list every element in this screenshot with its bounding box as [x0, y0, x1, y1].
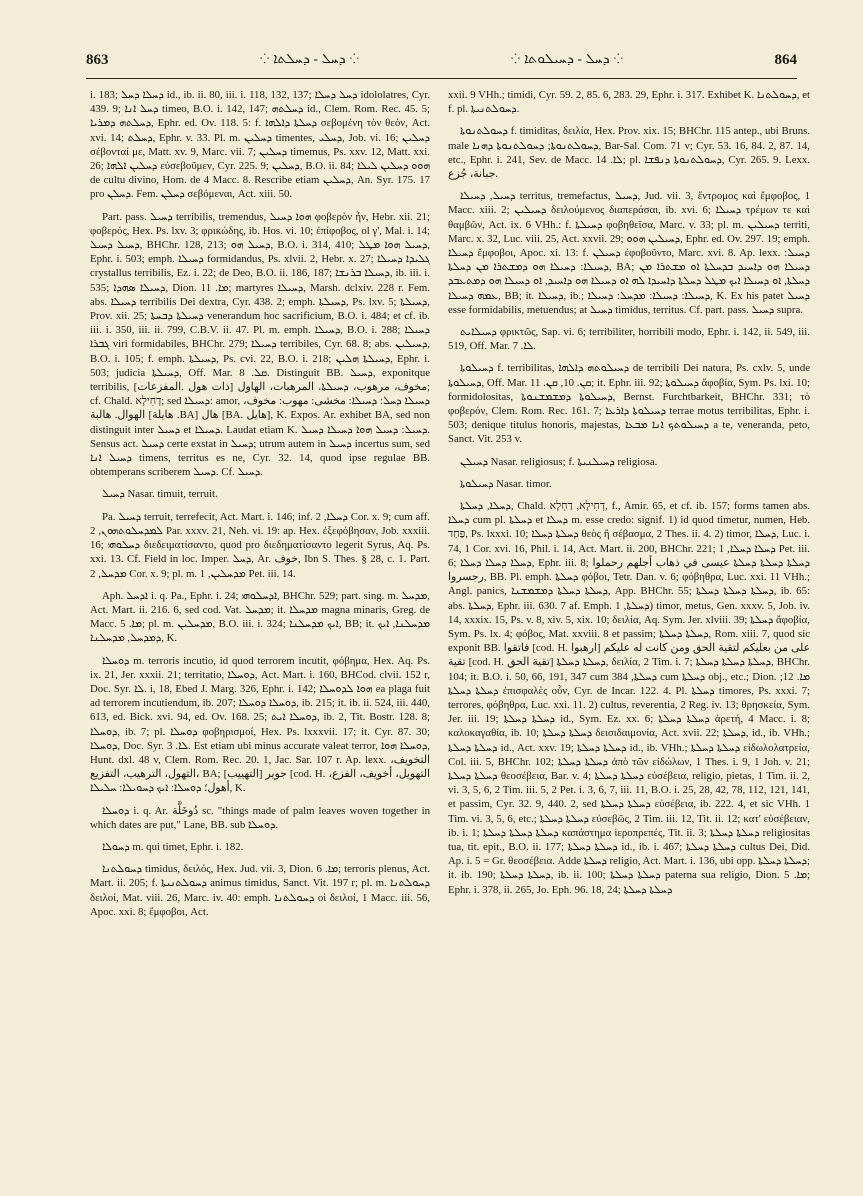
entry-paragraph: Pa. ܕܚܝܠ terruit, terrefecit, Act. Mart. i. 146; inf. ܕܚܠܐ, 2 Cor. x. 9; cum aff. ܠܡܕܚܠܘܬܗܘܢ, 2 Par. xxxv. 21, Neh. vi. 19: ap. Hex. ἐξεφόβησαν, Job. xxxiii. 16; ܕܚܠܘܗܝ διεδειματίσαντο, quod pro διεδηματίσαντο legerit Syrus, Aq. Ps. xxi. 13. Cf. Field in loc. Imper. ܕܚܠ, Ar. خوف, Ibn S. Thes. § 28, c. 1. Part. ܡܕܚܠ, 2 Cor. x. 9; pl. m. ܡܕܚܠܝܢ, 1 Pet. iii. 14.: [90, 510, 430, 580]
entry-paragraph: Part. pass. ܕܚܝܠ terribilis, tremendus, ܗܘܐ ܕܚܝܠ φοβερὸν ἦν, Hebr. xii. 21; φοβερός, Hex. Ps. lxv. 3; φρικώδης, ib. Hos. vi. 10; ἐπίφοβος, ol γ', Mal. i. 14; ܕܚܝܠ ܕܚܝܠ, BHChr. 128, 213; ܕܚܝܠ ܗܘ, B.O. i. 314, 410; ܕܚܝܠ ܗܘܐ ܡܛܠ, Ephr. i. 503; emph. ܕܚܝܠܐ formidandus, Ps. xlvii. 2, Hebr. x. 27; ܓܠܝܕܐ ܕܚܝܠܐ crystallus terribilis, Ez. i. 22; de Deo, B.O. ii. 186, 187; ܕܚܝܠܐ ܒܪܢܫܐ, ib. iii. i. 535; ܕܚܝܠܐ ܣܗܕܐ, Dion. ܡܐ. 11; martyres ܕܚܝܠܐ, Marsh. dclxiv. 228 r. Fem. abs. ܕܚܝܠܐ terribilis Dei dextra, Cyr. 438. 2; emph. ܕܚܝܠܬܐ, Ps. lxv. 5; ܕܚܝܠܬܐ, Prov. xii. 25; ܕܚܝܠܬܐ ܕܒܚܬܐ venerandum hoc sacrificium, B.O. i. 484; et cf. ib. iii. i. 350, iii. ii. 799, C.B.V. ii. 47. Pl. m. emph. ܕܚܝܠܐ, B.O. i. 288; ܕܚܝܠܐ ܓܒܪܐ viri formidabiles, BHChr. 279; ܕܚܝܠܐ terribiles, Cyr. 68. 8; abs. ܕܚܝܠܝܢ, B.O. i. 105; f. emph. ܕܚܝܠܬܐ, Ps. cvi. 22, B.O. i. 218; ܕܚܝܠܬܐ ܗܠܝܢ, Ephr. i. 503; judicia ܕܚܝܠܬܐ, Off. Mar. ܩܠ. 8. Distinguit BB. ܕܚܝܠ, exponitque terribilis, مخوف، مرهوب، ܕܚܝܠܬܐ، المرهبات، الهاول [ذات هول .المفزعات]; cf. Chald. דְחִילָא; sed ܕܚܝܠܐ: amor, ܕܚܝܠܐ ܕܚܠ: ܕܚܝܠܐ: مخشى: مهوب: مخوف، الهوال. هالبة [هايلة .BA] هال [BA. هايل], K. Expos. Ar. exhibet BA, sed non distinguit inter ܕܚܝܠ et ܕܚܝܠܐ. Laudat etiam K. ܕܚܝܠ: ܕܚܝܠ ܗܘܐ ܕܚܝܠܐ ܕܚܝܠ. Sensus act. ܕܚܝܠ certe exstat in ܕܚܝܠ; utrum autem in ܕܚܝܠ incertus sum, sed ܕܚܝܠ ܐܢܐ timens, territus es ne, Cyr. 32. 14, quod ipse regulae BB. obtemperans scriberem ܕܚܝܠ. Cf. ܕܚܝܠ.: [90, 210, 430, 479]
entry-paragraph: ܕܚܝܠܘܬܐ f. terribilitas, ܕܚܝܠܘܬܗ ܕܐܠܗܐ de terribili Dei natura, Ps. cxlv. 5, unde ܕܚܝܠܘܬܐ, Off. Mar. ܩܢ. 10, ܩܢ. 11; it. Ephr. iii. 92; ܕܚܝܠܘܬܐ ἄφοβία, Sym. Ps. lxi. 10; formidolositas, ܕܚܝܠܘܬܐ ܕܡܫܡܫܢܘܬܐ, Bernst. Furchtbarkeit, BHChr. 331; τὸ φοβερόν, Clem. Rom. Rec. 161. 7; ܕܚܝܠܘܬܐ ܕܐܪܥܐ terrae motus terribilitas, Ephr. i. 503; denique titulus honoris, majestas, ܕܚܝܠܘܬܟ ܐܢܐ ܡܒܥܐ a te, veneranda, peto, Sanct. Vit. 253 v.: [448, 362, 810, 446]
left-column: [90, 88, 430, 1156]
entry-paragraph: ܕܚܘܠܬܢܐ timidus, δειλός, Hex. Jud. vii. 3, Dion. ܡܐ. 6; terroris plenus, Act. Mart. ii. 205; f. ܕܚܘܠܬܢܝܬܐ animus timidus, Sanct. Vit. 197 r; pl. m. ܕܚܘܠܬܢܐ δειλοί, Mat. viii. 26, Marc. iv. 40: emph. ܕܚܘܠܬܢܐ οἱ δειλοί, 1 Macc. iii. 56, Apoc. xxi. 8; ἔμφοβοι, Act.: [90, 863, 430, 918]
right-page-number: 864: [774, 51, 797, 68]
entry-paragraph: ܕܚܝܠ, ܕܚܝܠܐ territus, tremefactus, ܕܚܝܠ, Jud. vii. 3, ἔντρομος καὶ ἔμφοβος, 1 Macc. xiii. 2; ܕܚܝܠܝܢ δειλούμενος διαπεράσαι, ib. xvi. 6; ܕܚܝܠܐ τρέμων τε καὶ θαμβῶν, Act. ix. 6 VHh.: f. ܕܚܝܠܬܐ φοβηθεῖσα, Marc. v. 33; pl. m. ܕܚܝܠܝܢ territi, Marc. x. 32, Luc. viii. 25, Act. xxvii. 29; ܕܚܝܠܝܢ ܗܘܘ, Ephr. ed. Ov. 297. 19; emph. ܕܚܝܠܐ ἔμφοβοι, Apoc. xi. 13: f. ܕܚܝܠܢ ἐφοβοῦντο, Marc. xvi. 8. Ap. lexx. ܕܚܝܠ: ܕܚܝܠܐ: ܕܚܝܠܐ ܗܘ ܕܡܫܬܪܐ ܡܢ ܕܚܠܬܐ, BA; ܕܚܝܠܐ ܗܘ ܕܐܚܝܕ ܒܕܚܠܬܐ ܐܘ ܡܫܬܪܐ ܡܢ ܕܚܠܬܐ, ܐܘ ܕܚܝܠܐ ܐܝܟ ܡܛܠ ܕܚܠܬܐ ܕܐܚܝܕܐ ܠܗ ܐܘ ܕܚܝܠܐ ܗܘ ܕܐܚܝܕ, ܐܘ ܕܚܝܠܐ ܗܘ ܕܡܬܥܒܕ ܥܡܗ ܕܚܝܠܐ, BB; it. ܕܚܝܠܐ, ib.; ܕܚܝܠܐ: ܕܚܝܠܐ: ܡܕܚܠ: ܕܚܝܠܐ, K. Ex his patet ܕܚܝܠ esse formidabilis, metuendus; at ܕܚܝܠ timidus, territus. Cf. part. pass. ܕܚܝܠ supra.: [448, 190, 810, 316]
entry-paragraph: ܕܘܚܠܐ m. terroris incutio, id quod terrorem incutit, φόβημα, Hex. Aq. Ps. ix. 21, Jer. xxxii. 21; territatio, ܕܘܚܠܐ, Act. Mart. i. 160, BHCod. clvii. 152 r, Doc. Syr. ܠܐ. i, 18, Ebed J. Marg. 326, Ephr. i. 142; ܗܘܐ ܠܕܘܚܠܐ ea plaga fuit ad terrorem incutiendum, ib. 207; ܕܘܚܠܐ ܕܘܚܠܐ, ib. 215; it. ib. ii. 524, iii. 440, 613, ed. Bick. xvi. 94, ed. Ov. 168. 25; ܕܘܚܠܐ ܐܝܬ, ib. 2, Tit. Bostr. 128. 8; ܕܘܚܠܐ, ib. 7; pl. ܕܘܚܠܐ φοβηρισμοί, Hex. Ps. lxxxvii. 17; it. Cyr. 87. 30; ܕܘܚܠܐ, Doc. Syr. ܠܐ. 3. Est etiam ubi minus accurate valeat terror, ܕܘܚܠܐ ܗܘܐ, Hunt. dxl. 48 v, Clem. Rom. Rec. 20. 1, Jac. Sar. 107 r. Ap. lexx. التخويف، التهول، الترهيب، التفزيع، BA; جوير [التهييب] [cod. H. التهويل، أخويف، الفزع، أهول؛ ܕܘܚܠܐ: ܐܝܟ ܕܚܘܝܠܐ: ܚܠܝܠܐ, K.: [90, 654, 430, 795]
left-running-title: ⁘ ܕܚܠ - ܕܚܠܬܐ ⁘: [259, 52, 360, 67]
entry-paragraph: ܕܚܝܠܐܝܬ φρικτῶς, Sap. vi. 6; terribiliter, horribili modo, Ephr. i. 142, ii. 549, iii. 519, Off. Mar. ܠܐ. 7.: [448, 326, 810, 353]
entry-paragraph: ܕܚܘܠܐ m. qui timet, Ephr. i. 182.: [102, 840, 244, 853]
entry-paragraph: ܕܚܝܠܘܬܐ Nasar. timor.: [460, 477, 552, 490]
entry-paragraph: ܕܚܝܠܢ Nasar. religiosus; f. ܕܚܝܠܢܝܬܐ religiosa.: [460, 455, 658, 468]
left-page-number: 863: [86, 51, 109, 68]
entry-paragraph: ܕܚܘܠܬܢܘܬܐ f. timiditas, δειλία, Hex. Prov. xix. 15; BHChr. 115 antep., ubi Bruns. male ܕܚܘܠܬܢܘܬܐ; ܕܚܘܠܬܢܘܬܐ ܕܗܢܐ, Bar-Sal. Com. 71 v; Cyr. 53. 16, 84. 2, 87. 14, etc., Ephr. i. 241, Sev. de Macc. ܠܐ. 14; pl. ܕܚܘܠܬܢܘܬܐ ܕܢܦܫܐ, Cyr. 265. 9. Lexx. جبانة، جُزع.: [448, 125, 810, 181]
entry-paragraph: xxii. 9 VHh.; timidi, Cyr. 59. 2, 85. 6, 283. 29, Ephr. i. 317. Exhibet K. ܕܚܘܠܬܢܐ, et f. pl. ܕܚܘܠܬܢܝܬܐ.: [448, 89, 810, 116]
entry-paragraph: ܕܘܚܠܐ i. q. Ar. دُوخَلَّة sc. "things made of palm leaves woven together in which dates are put," Lane, BB. sub ܕܘܚܠܐ.: [90, 804, 430, 831]
entry-paragraph: ܕܚܠܐ, ܕܚܠܬܐ, Chald. דְחִילָא, דַחְלָא, f., Amir. 65, et cf. ib. 157; forms tamen abs. ܕܚܠܐ cum pl. ܕܚܠܬܐ et ܕܚܠܐ m. esse credo: signif. 1) id quod timetur, numen, Heb. פַּחַד, Ps. lxxxi. 10; ܕܚܠܬܐ ܕܚܠܐ θεὸς ἢ σέβασμα, 2 Thes. ii. 4. 2) timor, ܕܚܠܐ, Luc. i. 74, 1 Cor. xvi. 16, Phil. i. 14, Act. Mart. ii. 200, BHChr. 221; ܕܚܠܐ ܕܚܠܐ, 1 Pet. iii. 6; ܕܚܠܐ ܕܚܠܐ ܕܚܠܐ, Ephr. iii. 8; ܕܚܠܬܐ ܕܚܠܬܐ ܕܚܠܬܐ عيسى في ذهاب أجلهم رحملوا رجسروا, BB. Pl. emph. ܕܚܠܬܐ φόβοι, Tetr. Dan. v. 6; φόβηθρα, Luc. xxi. 11 VHh.; Angl. panics, ܕܚܠܬܐ ܕܚܠܬܐ ܕܡܫܡܫܢܐ, App. BHChr. 55; ܕܚܠܬܐ ܕܚܠܬܐ ܕܚܠܬܐ, ib. 65: abs. ܕܚܠܬܐ, Ephr. iii. 630. 7 af. Emph. ܕܚܠܬܐ, 1) timor, metus, Gen. xxxv. 5, Job. iv. 14, xxxix. 15, Ps. v. 8, xiv. 5, xix. 10; δειλία, Aq. Sym. Jer. xlviii. 39; ܕܚܠܬܐ ἄφοβία, Sym. Ps. lx. 4; φόβος, Mat. xxviii. 8 et passim; ܕܚܠܬܐ ܕܚܠܬܐ, Rom. xiii. 7, quod sic exponit BB. فاتقوا [cod. H. ارهبوا] على من بعليكم لتقية الحق ومن كانت له عليكم تقية [cod. H. تقية الحق] ܕܚܠܬܐ ܕܚܠܬܐ, δειλία, 2 Tim. i. 7; ܕܚܠܬܐ ܕܚܠܬܐ ܕܚܠܬܐ, BHChr. 104; it. B.O. i. 50, 66, 191, 347 cum ܕܚܠܬܐ, 384 cum ܕܚܠܬܐ obj., etc.; Dion. ܡܐ. 12; ܕܚܠܬܐ ܕܚܠܬܐ ἐπισφαλὲς οὖν, Cyr. de Incar. 122. 4. Pl. ܕܚܠܬܐ timores, Ps. xxxi. 7; terrores, φόβηθρα, Luc. xxi. 11. 2) cultus, reverentia, 2 Reg. iv. 13; θρησκεία, Sym. Jer. iii. 19; ܕܚܠܬܐ ܕܚܠܬܐ id., Sym. Ez. xx. 6; ܕܚܠܬܐ ܕܚܠܬܐ ἀρετή, 4 Macc. i. 8; καλοκαγαθία, ib. 10; ܕܚܠܬܐ ܕܚܠܬܐ δεισιδαιμονία, Act. xvii. 22; ܕܚܠܬܐ, id., ib. VHh.; ܕܚܠܬܐ ܕܚܠܬܐ id., Act. xxv. 19; ܕܚܠܬܐ ܕܚܠܬܐ id., ib. VHh.; ܕܚܠܬܐ ܕܚܠܬܐ εἰδωλολατρεία, Col. iii. 5, BHChr. 102; ܕܚܠܬܐ ܕܚܠܬܐ ἀπὸ τῶν εἰδώλων, 1 Thes. i. 9, 1 Joh. v. 21; ܕܚܠܬܐ ܕܚܠܬܐ θεοσέβεια, Bar. v. 4; ܕܚܠܬܐ ܕܚܠܬܐ εὐσέβεια, religio, pietas, 1 Tim. ii. 2, vi. 3, 5, 6, 2 Tim. iii. 5, 2 Pet. i. 3, 6, 7, iii. 11, B.O. i. 25, 28, 42, 78, 112, 121, 141, et passim, Cyr. 32. 9, 440. 2, sed ܕܚܠܬܐ ܕܚܠܬܐ εὐσέβεια, ib. 222. 4, et sic VHh. 1 Tim. vi. 3, 5, 6, etc.; ܕܚܠܬܐ ܕܚܠܬܐ εὐσεβῶς, 2 Tim. iii. 12, Tit. ii. 12; κατ' εὐσέβειαν, ib. i. 1; ܕܚܠܬܐ ܕܚܠܬܐ ܕܚܠܬܐ καπάστημα ἱεροπρεπές, Tit. ii. 3; ܕܚܠܬܐ ܕܚܠܬܐ religiositas tua, tit. epit., B.O. ii. 177; ܕܚܠܬܐ ܕܚܠܬܐ id., ib. i. 467; ܕܚܠܬܐ ܕܚܠܬܐ cultus Dei, Did. Ap. i. 5 = Gr. θεοσέβεια. Adde ܕܚܠܬܐ religio, Act. Mart. i. 136, ubi opp. ܕܚܠܬܐ ܕܚܠܬܐ; it. ib. 190; ܕܚܠܬܐ ܕܚܠܬܐ, ib. ii. 100; ܕܚܠܬܐ ܕܚܠܬܐ paterna sua religio, Dion. ܡܐ. 5; Ephr. i. 378, ii. 265, Jo. Eph. 96. 18, 24; ܕܚܠܬܐ ܕܚܠܬܐ: [448, 500, 810, 896]
right-column: [448, 88, 810, 1156]
entry-paragraph: ܕܚܝܠ Nasar. timuit, terruit.: [102, 488, 218, 501]
page-header: [86, 46, 797, 74]
entry-paragraph: i. 183; ܕܚܠܐ ܕܚܠ id., ib. ii. 80, iii. i. 118, 132, 137; ܕܚܠ ܕܚܠܐ idololatres, Cyr. 439. 9; ܕܚܠ ܐܢܐ timeo, B.O. i. 142, 147; ܕܚܠܬܗ id., Clem. Rom. Rec. 45. 5; ܕܚܠܬܗ ܕܡܪܝܐ, Ephr. ed. Ov. 118. 5: f. ܕܚܠܬܐ ܕܐܠܗܐ σεβομένη τὸν θεόν, Act. xvi. 14; ܕܚܠܬ, Ephr. v. 33. Pl. m. ܕܚܠܝܢ timentes, ܕܚܠܝ, Job. vi. 16; ܕܚܠܝܢ σέβονταί με, Matt. xv. 9, Marc. vii. 7; ܕܚܠܝܢ timemus, Ps. xxv. 12, Matt. xxi. 26; ܕܚܠܝܢ ܐܠܗܐ εὐσεβοῦμεν, Cyr. 225. 9; ܕܚܠܝܢ, B.O. ii. 84; ܗܘܘ ܕܚܠܝܢ ܠܝܠܐ de cultu divino, Hom. de 4 Macc. 8. Rescribe etiam ܕܚܠܝܢ, An. Syr. 175. 17 pro ܕܚܠܢ. Fem. ܕܚܠܢ σεβόμεναι, Act. xiii. 50.: [90, 89, 430, 201]
entry-paragraph: Aph. ܐܕܚܠ i. q. Pa., Ephr. i. 24; ܐܕܚܠܘܗܝ, BHChr. 529; part. sing. m. ܡܕܚܠ, Act. Mart. ii. 216. 6, sed cod. Vat. ܡܕܚܠ; it. ܡܕܚܠܐ magna minaris, Greg. de Macc. ܡܐ. 5; pl. m. ܡܕܚܠܝܢ, B.O. iii. i. 324; ܐܝܟ ܡܕܚܠܢܐ, BB; it. ܡܕܚܠܢܐ, ܐܝܟ ܕܡܕܚܠ, ܡܕܚܠܢܐ, K.: [90, 589, 430, 645]
header-rule: [86, 78, 797, 79]
right-running-title: ⁘ ܕܚܠ - ܕܚܝܠܘܬܐ ⁘: [510, 52, 624, 67]
